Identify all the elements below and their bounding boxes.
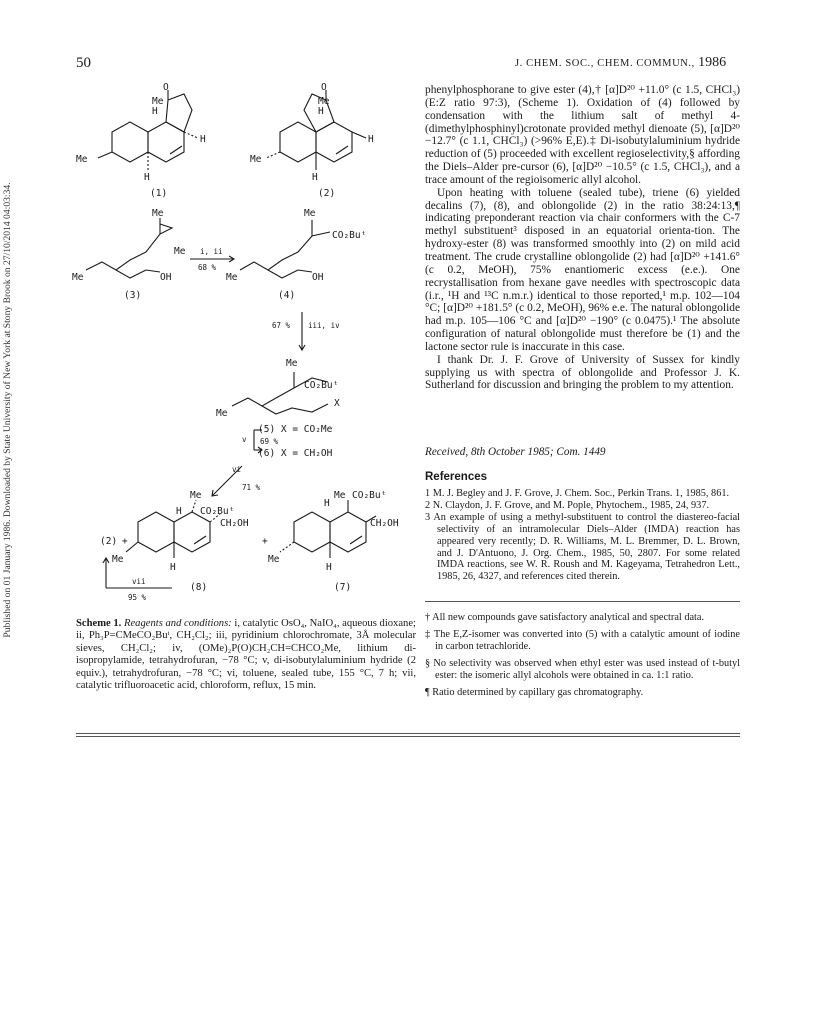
atom-label-me: Me <box>72 272 84 283</box>
atom-label-me: Me <box>318 96 330 107</box>
atom-label-o: O <box>163 82 169 93</box>
scheme-caption <box>76 618 416 692</box>
compound-4-structure <box>240 220 330 278</box>
step-1-reagents: i, ii <box>200 247 223 256</box>
step-2-reagents: iii, iv <box>308 321 340 330</box>
atom-label-h: H <box>170 562 176 573</box>
atom-label-h: H <box>318 106 324 117</box>
atom-label-co2but: CO₂Buᵗ <box>200 506 235 517</box>
atom-label-me: Me <box>226 272 238 283</box>
bottom-rule <box>76 736 740 737</box>
atom-label-h: H <box>324 498 330 509</box>
body-text <box>425 84 740 392</box>
reaction-scheme-svg <box>72 82 417 612</box>
running-header <box>515 55 726 71</box>
atom-label-me: Me <box>190 490 202 501</box>
references-heading: References <box>425 471 488 483</box>
step-3-yield: 69 % <box>260 437 279 446</box>
atom-label-co2but: CO₂Buᵗ <box>352 490 387 501</box>
reaction-scheme <box>72 82 417 612</box>
compound-label-3: (3) <box>124 290 142 301</box>
atom-label-me: Me <box>286 358 298 369</box>
step-3-reagent: v <box>242 435 247 444</box>
atom-label-me: Me <box>112 554 124 565</box>
atom-label-me: Me <box>334 490 346 501</box>
atom-label-me: Me <box>216 408 228 419</box>
x-definition-5: (5) X = CO₂Me <box>258 424 333 435</box>
step-2-yield: 67 % <box>272 321 291 330</box>
caption-reagents-title: Reagents and conditions: <box>124 618 232 629</box>
atom-label-h: H <box>176 506 182 517</box>
compound-2-structure <box>266 90 366 170</box>
compound-label-1: (1) <box>150 188 168 199</box>
compound-label-2-product: (2) <box>100 536 118 547</box>
atom-label-oh: OH <box>160 272 172 283</box>
atom-label-me: Me <box>152 96 164 107</box>
body-paragraph-3: I thank Dr. J. F. Grove of University of Sussex for kindly supplying us with spectra of oblongolide and Professor J. K. Sutherland for discussion and bringing the problem to my attention. <box>425 353 740 392</box>
atom-label-h: H <box>368 134 374 145</box>
atom-label-me: Me <box>250 154 262 165</box>
caption-text: i, catalytic OsO₄, NaIO₄, aqueous dioxane; ii, Ph₃P=CMeCO₂Buᵗ, CH₂Cl₂; iii, pyridinium chlorochromate, 3Å molecular sieves, CH₂Cl₂; iv, (OMe)₂P(O)CH₂CH=CHCO₂Me, lithium di-isopropylamide, tetrahydrofuran, −78 °C; v, di-isobutylaluminium hydride (2 equiv.), tetrahydrofuran, −78 °C; vi, toluene, sealed tube, 155 °C, 7 h; vii, catalytic trifluoroacetic acid, chloroform, reflux, 15 min. <box>76 618 416 692</box>
atom-label-h: H <box>326 562 332 573</box>
atom-label-me: Me <box>174 246 186 257</box>
reference-item: 2 N. Claydon, J. F. Grove, and M. Pople, Phytochem., 1985, 24, 937. <box>425 499 710 511</box>
atom-label-h: H <box>312 172 318 183</box>
atom-label-me: Me <box>152 208 164 219</box>
atom-label-oh: OH <box>312 272 324 283</box>
journal-name: J. CHEM. SOC., CHEM. COMMUN., <box>515 58 695 69</box>
atom-label-co2but: CO₂Buᵗ <box>304 380 339 391</box>
atom-label-co2but: CO₂Buᵗ <box>332 230 367 241</box>
compound-3-structure <box>86 218 172 278</box>
reference-item: 1 M. J. Begley and J. F. Grove, J. Chem. Soc., Perkin Trans. 1, 1985, 861. <box>425 488 730 499</box>
footnote-divider <box>425 601 740 602</box>
compound-label-2: (2) <box>318 188 336 199</box>
x-definition-6: (6) X = CH₂OH <box>258 448 333 459</box>
step-5-yield: 95 % <box>128 593 147 602</box>
compound-label-7: (7) <box>334 582 352 593</box>
atom-label-h: H <box>152 106 158 117</box>
reference-item: 3 An example of using a methyl-substituent to control the diastereo-facial selectivity of an intramolecular Diels–Alder (IMDA) reaction has appeared very recently; D. R. Williams, M. L. Bremmer, D. L. Brown, and J. D'Antuono, J. Org. Chem., 1985, 50, 2807. For some related IMDA reactions, see W. R. Roush and M. Kageyama, Tetrahedron Lett., 1985, 26, 4327, and references cited therein. <box>425 511 740 583</box>
atom-label-o: O <box>321 82 327 93</box>
plus-sign: + <box>262 536 268 547</box>
atom-label-me: Me <box>76 154 88 165</box>
atom-label-h: H <box>144 172 150 183</box>
step-4-reagent: vi <box>232 465 242 474</box>
compound-5-6-structure <box>232 372 328 414</box>
footnote-item: § No selectivity was observed when ethyl ester was used instead of t-butyl ester: the isomeric allyl alcohols were obtained in ca. 1:1 ratio. <box>425 657 740 681</box>
bottom-rule <box>76 733 740 734</box>
atom-label-ch2oh: CH₂OH <box>220 518 249 529</box>
download-watermark <box>2 150 16 670</box>
plus-sign: + <box>122 536 128 547</box>
journal-year: 1986 <box>698 55 727 70</box>
body-paragraph-1: phenylphosphorane to give ester (4),† [α]D²⁰ +11.0° (c 1.5, CHCl₃) (E:Z ratio 97:3), (Scheme 1). Oxidation of (4) followed by condensation with the lithium salt of methyl 4-(dimethylphosphinyl)crotonate provided methyl dienoate (5), [α]D²⁰ −12.7° (c 1.1, CHCl₃) (>96% E,E).‡ Di-isobutylaluminium hydride reduction of (5) proceeded with excellent regioselectivity,§ affording the Diels–Alder pre-cursor (6), [α]D²⁰ −10.5° (c 1.5, CHCl₃), and a trace amount of the regioisomeric allyl alcohol. <box>425 84 740 186</box>
atom-label-x: X <box>334 398 340 409</box>
footnote-item: † All new compounds gave satisfactory analytical and spectral data. <box>425 612 705 623</box>
page-number: 50 <box>76 55 91 71</box>
footnote-item: ¶ Ratio determined by capillary gas chromatography. <box>425 686 644 698</box>
body-paragraph-2: Upon heating with toluene (sealed tube), triene (6) yielded decalins (7), (8), and oblongolide (2) in the ratio 38:24:13,¶ indicating preponderant reaction via chair conformers with the C-7 methyl substituent³ disposed in an equatorial orienta-tion. The hydroxy-ester (8) was transformed smoothly into (2) on mild acid treatment. The crude crystalline oblongolide (2) had [α]D²⁰ +141.6° (c 0.2, MeOH), 75% enantiomeric excess (e.e.). One recrystallisation from hexane gave needles with spectroscopic data (i.r., ¹H and ¹³C n.m.r.) identical to those reported,¹ m.p. 102—104 °C; [α]D²⁰ +181.5° (c 0.2, MeOH), 96% e.e. The natural oblongolide had m.p. 105—106 °C and [α]D²⁰ −190° (c 0.0475).¹ The absolute configuration of natural oblongolide must therefore be (1) and the lactone sector rule is inaccurate in this case. <box>425 186 740 353</box>
step-5-reagent: vii <box>132 577 146 586</box>
step-1-yield: 68 % <box>198 263 217 272</box>
received-date: Received, 8th October 1985; Com. 1449 <box>425 446 606 458</box>
atom-label-ch2oh: CH₂OH <box>370 518 399 529</box>
atom-label-h: H <box>200 134 206 145</box>
footnotes <box>425 612 740 703</box>
compound-label-8: (8) <box>190 582 208 593</box>
footnote-item: ‡ The E,Z-isomer was converted into (5) with a catalytic amount of iodine in carbon tetrachloride. <box>425 628 740 652</box>
atom-label-me: Me <box>268 554 280 565</box>
compound-label-4: (4) <box>278 290 296 301</box>
atom-label-me: Me <box>304 208 316 219</box>
references-list <box>425 488 740 583</box>
step-4-yield: 71 % <box>242 483 261 492</box>
compound-1-structure <box>98 90 198 170</box>
download-watermark-text: Published on 01 January 1986. Downloaded by State University of New York at Stony Brook on 27/10/2014 04:03:34. <box>2 182 13 638</box>
caption-label: Scheme 1. <box>76 618 122 629</box>
